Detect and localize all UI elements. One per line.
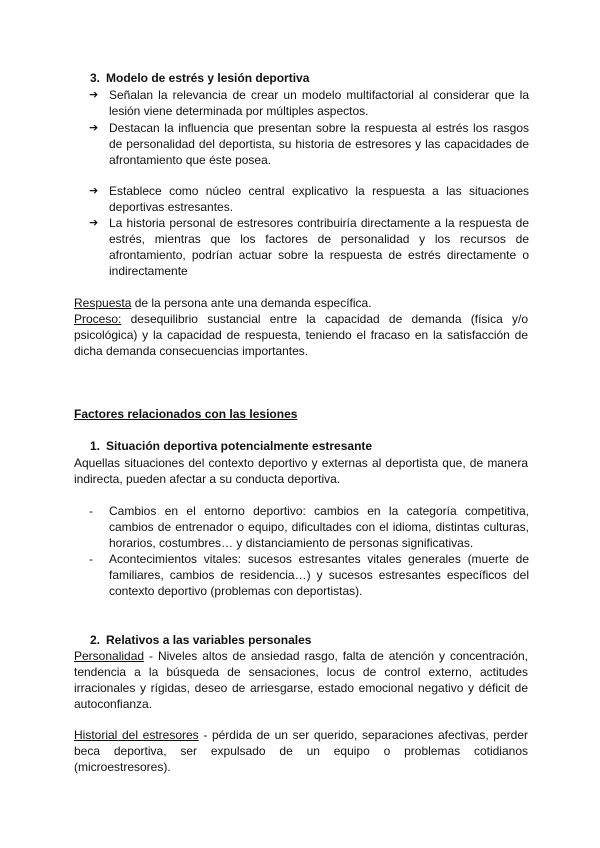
list-item-text: Cambios en el entorno deportivo: cambios en la categoría competitiva, cambios de entrenador o equipo, dificultades con el idioma, distintas culturas, horarios, costumbres… y distanciamiento de personas significativas. xyxy=(109,504,529,550)
section-heading-3 xyxy=(90,70,544,86)
arrow-list-item xyxy=(89,87,529,119)
respuesta-label: Respuesta xyxy=(74,296,132,310)
heading-number: 3. xyxy=(90,71,101,85)
arrow-right-icon: ➔ xyxy=(89,122,99,134)
factores-title: Factores relacionados con las lesiones xyxy=(74,407,298,421)
subsection-heading-2 xyxy=(90,632,544,648)
arrow-list-item xyxy=(89,215,529,279)
list-item-text: La historia personal de estresores contribuiría directamente a la respuesta de estrés, mientras que los factores de personalidad y los recursos de afrontamiento, podrían actuar sobre la respuesta de estrés directamente o indirectamente xyxy=(109,216,529,278)
dash-bullet-icon: - xyxy=(89,504,93,518)
historial-text: - pérdida de un ser querido, separaciones afectivas, perder beca deportiva, ser expulsado de un equipo o problemas cotidianos (microestresores). xyxy=(74,728,528,774)
proceso-text: desequilibrio sustancial entre la capacidad de demanda (física y/o psicológica) y la capacidad de respuesta, teniendo el fracaso en la satisfacción de dicha demanda consecuencias importantes. xyxy=(74,312,528,358)
heading-text: Situación deportiva potencialmente estresante xyxy=(106,439,373,453)
historial-paragraph xyxy=(74,727,528,775)
heading-text: Relativos a las variables personales xyxy=(106,633,312,647)
list-item-text: Destacan la influencia que presentan sobre la respuesta al estrés los rasgos de personalidad del deportista, su historia de estresores y las capacidades de afrontamiento que éste posea. xyxy=(109,121,529,167)
list-item-text: Señalan la relevancia de crear un modelo multifactorial al considerar que la lesión viene determinada por múltiples aspectos. xyxy=(109,88,529,118)
arrow-right-icon: ➔ xyxy=(89,185,99,197)
arrow-right-icon: ➔ xyxy=(89,217,99,229)
proceso-paragraph xyxy=(74,311,528,359)
arrow-right-icon: ➔ xyxy=(89,89,99,101)
arrow-list-item xyxy=(89,183,529,215)
dash-list-item xyxy=(89,503,529,551)
respuesta-paragraph xyxy=(74,295,528,311)
arrow-list-item xyxy=(89,120,529,168)
heading-number: 2. xyxy=(90,633,101,647)
subsection-heading-1 xyxy=(90,438,544,454)
respuesta-text: de la persona ante una demanda específica. xyxy=(131,296,372,310)
list-item-text: Acontecimientos vitales: sucesos estresantes vitales generales (muerte de familiares, cambios de residencia…) y sucesos estresantes específicos del contexto deportivo (problemas con deportistas). xyxy=(109,552,529,598)
personalidad-text: - Niveles altos de ansiedad rasgo, falta de atención y concentración, tendencia a la búsqueda de sensaciones, locus de control externo, actitudes irracionales y rígidas, deseo de arriesgarse, estado emocional negativo y déficit de autoconfianza. xyxy=(74,649,528,711)
sub1-intro: Aquellas situaciones del contexto deportivo y externas al deportista que, de manera indirecta, pueden afectar a su conducta deportiva. xyxy=(74,456,528,486)
historial-label: Historial del estresores xyxy=(74,728,199,742)
heading-number: 1. xyxy=(90,439,101,453)
personalidad-paragraph xyxy=(74,648,528,712)
list-item-text: Establece como núcleo central explicativo la respuesta a las situaciones deportivas estresantes. xyxy=(109,184,529,214)
heading-text: Modelo de estrés y lesión deportiva xyxy=(106,71,310,85)
dash-bullet-icon: - xyxy=(89,552,93,566)
personalidad-label: Personalidad xyxy=(74,649,145,663)
dash-list-item xyxy=(89,551,529,599)
proceso-label: Proceso: xyxy=(74,312,122,326)
